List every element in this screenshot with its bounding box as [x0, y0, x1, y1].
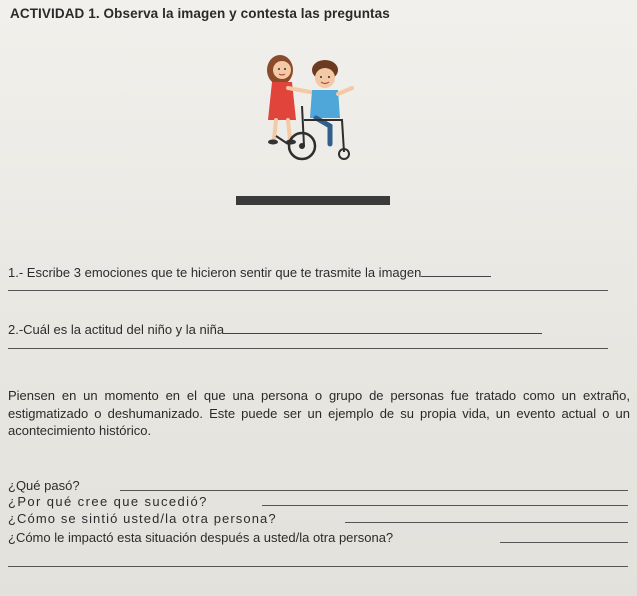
reflection-prompt: Piensen en un momento en el que una persona o grupo de personas fue tratado como un extraño, estigmatizado o deshumanizado. Este puede ser un ejemplo de su propia vida, un evento actual o un acontecimiento histórico.	[8, 388, 630, 438]
question-2	[8, 322, 542, 337]
followup-1-text: ¿Qué pasó?	[8, 478, 80, 493]
followup-4-extra-line[interactable]	[8, 566, 628, 567]
children-wheelchair-illustration	[258, 48, 358, 168]
followup-2-text: ¿Por qué cree que sucedió?	[8, 494, 208, 509]
followup-3	[8, 511, 628, 526]
question-1-answer-line[interactable]	[8, 290, 608, 291]
girl-face	[273, 61, 291, 79]
boy-face	[315, 68, 335, 88]
followup-2-answer-line[interactable]	[262, 505, 628, 506]
image-caption-bar	[236, 196, 390, 205]
followup-3-answer-line[interactable]	[345, 522, 628, 523]
followup-4-text: ¿Cómo le impactó esta situación después a usted/la otra persona?	[8, 530, 394, 545]
boy-shirt	[310, 90, 340, 118]
question-2-answer-line[interactable]	[8, 348, 608, 349]
question-1-text: 1.- Escribe 3 emociones que te hicieron sentir que te trasmite la imagen	[8, 265, 422, 280]
followup-1-answer-line[interactable]	[120, 490, 628, 491]
question-1-blank[interactable]	[421, 276, 491, 277]
question-2-text: 2.-Cuál es la actitud del niño y la niña	[8, 322, 225, 337]
question-1	[8, 265, 491, 280]
followup-4-answer-line[interactable]	[500, 542, 628, 543]
followup-3-text: ¿Cómo se sintió usted/la otra persona?	[8, 511, 277, 526]
question-2-blank[interactable]	[224, 333, 542, 334]
followup-2	[8, 494, 628, 509]
activity-title: ACTIVIDAD 1. Observa la imagen y contesta las preguntas	[10, 6, 390, 21]
